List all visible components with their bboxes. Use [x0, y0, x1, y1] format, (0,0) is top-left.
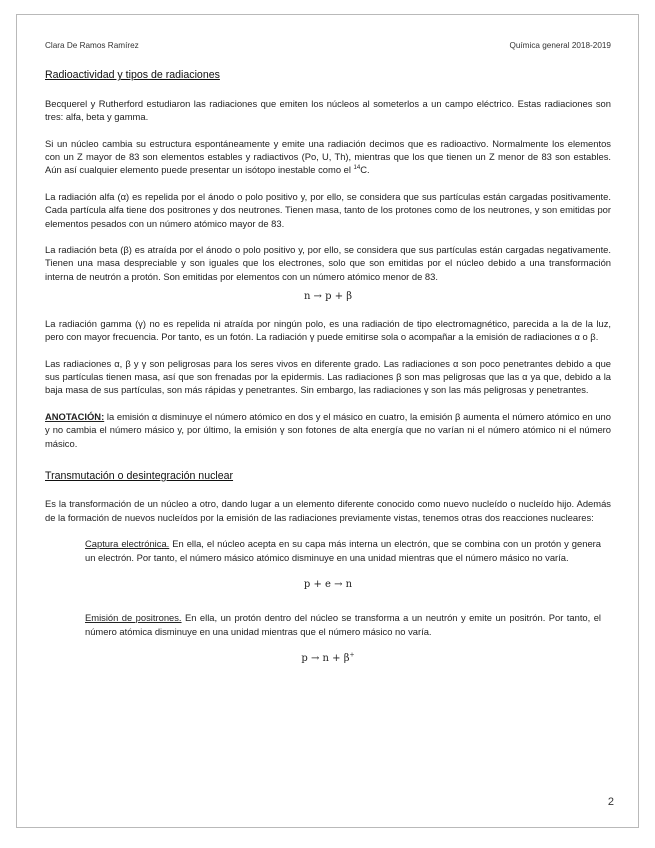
positron-emission-text: En ella, un protón dentro del núcleo se transforma a un neutrón y emite un positrón. Por tanto, el número atómica disminuye en una unidad mientras que el número másico no varía. — [85, 612, 602, 637]
header-course: Química general 2018-2019 — [509, 41, 611, 50]
paragraph-radioactive — [45, 137, 611, 177]
paragraph-becquerel: Becquerel y Rutherford estudiaron las radiaciones que emiten los núcleos al someterlos a un campo eléctrico. Estas radiaciones son tres: alfa, beta y gamma. — [45, 97, 611, 123]
paragraph-alpha: La radiación alfa (α) es repelida por el ánodo o polo positivo y, por ello, se considera que sus partículas están cargadas positivamente. Cada partícula alfa tiene dos positrones y dos neutrones. Tienen masa, tanto de los protones como de los neutrones, y son emitidas por elementos pesados con un número atómico mayor de 83. — [45, 190, 611, 229]
paragraph-radioactive-text: Si un núcleo cambia su estructura espontáneamente y emite una radiación decimos que es radioactivo. Normalmente los elementos con un Z mayor de 83 son elementos estables y radiactivos (Po, U, Th), mientras que los que tienen un Z menor de 83 son estables. Aún así cualquier elemento puede presentar un isótopo inestable como el — [45, 137, 611, 176]
document-page — [16, 14, 639, 828]
paragraph-danger: Las radiaciones α, β y γ son peligrosas para los seres vivos en diferente grado. Las radiaciones α son poco penetrantes debido a que sus partículas tienen masa, así que son frenadas por la epidermis. Las radiaciones β son mas peligrosas que las α ya que, debido a la baja masa de sus partículas, son más rápidas y penetrantes. Sin embargo, las radiaciones γ son las más peligrosas y penetrantes. — [45, 357, 611, 396]
note-label: ANOTACIÓN: — [45, 410, 105, 422]
equation-positron-emission — [45, 652, 611, 665]
equation-electron-capture: p + e → n — [303, 578, 353, 590]
paragraph-positron-emission — [85, 611, 601, 638]
section-title-transmutation: Transmutación o desintegración nuclear — [45, 469, 234, 482]
page-header — [45, 39, 611, 52]
isotope-mass-number: 14 — [353, 165, 361, 172]
page-content — [45, 39, 611, 686]
header-author: Clara De Ramos Ramírez — [45, 41, 139, 50]
paragraph-gamma: La radiación gamma (γ) no es repelida ni atraída por ningún polo, es una radiación de tipo electromagnético, parecida a la de la luz, pero con mayor frecuencia. Por tanto, es un fotón. La radiación γ puede emitirse sola o acompañar a la emisión de radiaciones α o β. — [45, 317, 611, 343]
electron-capture-label: Captura electrónica. — [85, 538, 170, 550]
paragraph-note — [45, 410, 611, 450]
paragraph-transmutation: Es la transformación de un núcleo a otro, dando lugar a un elemento diferente conocido como nuevo nucleído o nucleído hijo. Además de la formación de nuevos nucleídos por la emisión de las radiaciones previamente vistas, tenemos otras dos reacciones nucleares: — [45, 498, 611, 523]
page-number: 2 — [607, 796, 614, 808]
isotope-symbol: C. — [360, 164, 370, 176]
equation-positron-charge: + — [349, 651, 355, 659]
equation-positron-base: p → n + β — [301, 653, 350, 665]
positron-emission-label: Emisión de positrones. — [85, 612, 182, 624]
electron-capture-text: En ella, el núcleo acepta en su capa más interna un electrón, que se combina con un protón y genera un electrón. Por tanto, el número másico atómico disminuye en una unidad mientras que el número másico no varía. — [85, 538, 601, 563]
paragraph-beta: La radiación beta (β) es atraída por el ánodo o polo positivo y, por ello, se considera que sus partículas están cargadas negativamente. Tienen una masa despreciable y son iguales que los electrones, solo que son emitidas por el núcleo debido a una transformación interna de neutrón a protón. Son emitidas por elementos con un número atómico menor de 83. — [45, 244, 611, 282]
equation-beta-decay: n → p + β — [303, 291, 353, 303]
paragraph-electron-capture — [85, 537, 601, 564]
note-text: la emisión α disminuye el número atómico en dos y el másico en cuatro, la emisión β aumenta el número atómico en uno y no cambia el número másico y, por último, la emisión γ son fotones de alta energía que no varían ni el número atómico ni el número másico. — [45, 410, 611, 449]
section-title-radioactivity: Radioactividad y tipos de radiaciones — [45, 69, 220, 82]
